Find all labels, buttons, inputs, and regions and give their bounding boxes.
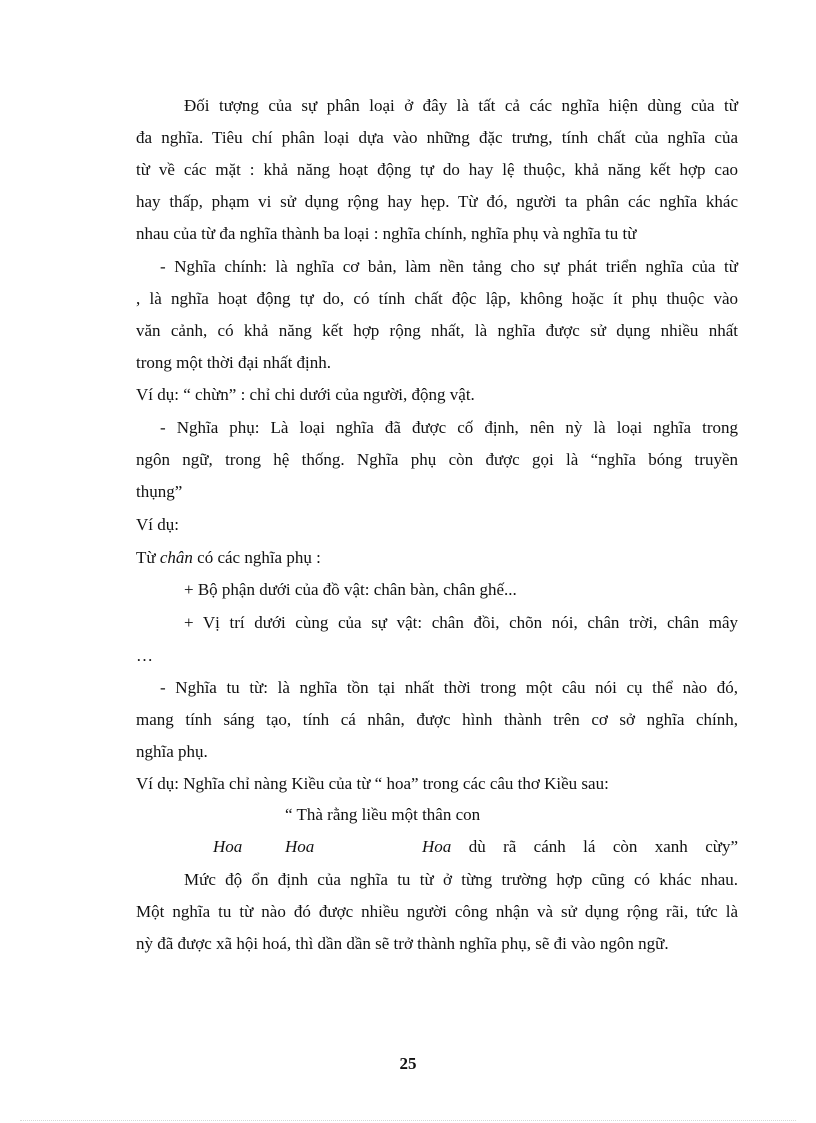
paragraph-line: Đối tượng của sự phân loại ở đây là tất cả các nghĩa hiện dùng của từ — [184, 96, 738, 115]
paragraph-line: - Nghĩa tu từ: là nghĩa tồn tại nhất thời trong một câu nói cụ thể nào đó, — [160, 678, 738, 697]
paragraph-line: - Nghĩa phụ: Là loại nghĩa đã được cố định, nên nỳ là loại nghĩa trong — [160, 418, 738, 437]
paragraph-line: nghĩa phụ. — [136, 742, 208, 761]
list-item: + Bộ phận dưới của đồ vật: chân bàn, chân ghế... — [184, 580, 517, 599]
paragraph-line: từ về các mặt : khả năng hoạt động tự do hay lệ thuộc, khả năng kết hợp cao — [136, 160, 738, 179]
poem-word: Hoa — [213, 837, 243, 856]
paragraph-line: , là nghĩa hoạt động tự do, có tính chất độc lập, không hoặc ít phụ thuộc vào — [136, 289, 738, 308]
paragraph-line: văn cảnh, có khả năng kết hợp rộng nhất, là nghĩa được sử dụng nhiều nhất — [136, 321, 738, 340]
page-number: 25 — [399, 1054, 417, 1073]
paragraph-line: mang tính sáng tạo, tính cá nhân, được hình thành trên cơ sở nghĩa chính, — [136, 710, 738, 729]
text-fragment: Từ — [136, 548, 156, 567]
list-item: + Vị trí dưới cùng của sự vật: chân đồi, chõn nói, chân trời, chân mây — [184, 613, 738, 632]
paragraph-line: nhau của từ đa nghĩa thành ba loại : nghĩa chính, nghĩa phụ và nghĩa tu từ — [136, 224, 637, 243]
text-fragment: có các nghĩa phụ : — [197, 548, 321, 567]
example-line: Ví dụ: Nghĩa chỉ nàng Kiều của từ “ hoa” trong các câu thơ Kiều sau: — [136, 774, 609, 793]
paragraph-line: Mức độ ổn định của nghĩa tu từ ở từng trường hợp cũng có khác nhau. — [184, 870, 738, 889]
paragraph-line: đa nghĩa. Tiêu chí phân loại dựa vào những đặc trưng, tính chất của nghĩa của — [136, 128, 738, 147]
paragraph-line: trong một thời đại nhất định. — [136, 353, 332, 372]
paragraph-line: - Nghĩa chính: là nghĩa cơ bản, làm nền tảng cho sự phát triển nghĩa của từ — [160, 257, 738, 276]
paragraph-line: ngôn ngữ, trong hệ thống. Nghĩa phụ còn được gọi là “nghĩa bóng truyền — [136, 450, 738, 469]
paragraph-line: hay thấp, phạm vi sử dụng rộng hay hẹp. Từ đó, người ta phân các nghĩa khác — [136, 192, 738, 211]
poem-line — [422, 836, 738, 858]
example-line: Ví dụ: — [136, 515, 179, 534]
text-fragment: dù rã cánh lá còn xanh cừy” — [468, 837, 739, 856]
italic-term: chân — [159, 548, 193, 567]
example-line — [136, 547, 738, 569]
page-border — [20, 1120, 796, 1121]
poem-line: “ Thà rằng liều một thân con — [285, 805, 481, 824]
paragraph-line: Một nghĩa tu từ nào đó được nhiều người công nhận và sử dụng rộng rãi, tức là — [136, 902, 738, 921]
list-item-continuation: … — [136, 646, 153, 665]
poem-word: Hoa — [422, 837, 452, 856]
poem-word: Hoa — [285, 837, 315, 856]
paragraph-line: thụng” — [136, 482, 183, 501]
paragraph-line: nỳ đã được xã hội hoá, thì dần dần sẽ trở thành nghĩa phụ, sẽ đi vào ngôn ngữ. — [136, 934, 669, 953]
example-line: Ví dụ: “ chừn” : chỉ chi dưới của người, động vật. — [136, 385, 475, 404]
